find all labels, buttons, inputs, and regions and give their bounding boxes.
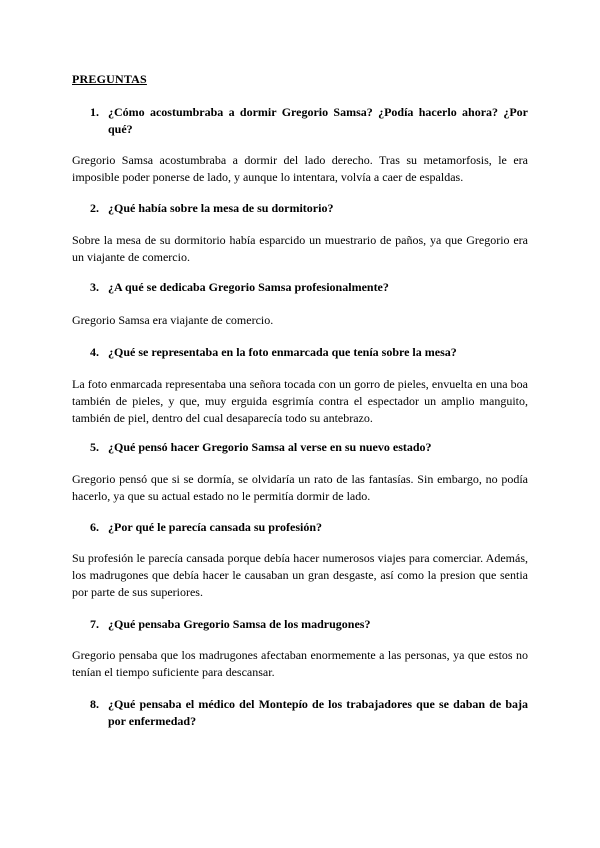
question-number: 3. — [90, 280, 99, 294]
question-2 — [90, 200, 528, 217]
question-text: ¿Cómo acostumbraba a dormir Gregorio Samsa? ¿Podía hacerlo ahora? ¿Por qué? — [108, 105, 528, 136]
answer-6: Su profesión le parecía cansada porque debía hacer numerosos viajes para comerciar. Además, los madrugones que debía hacer le causaban un gran desgaste, así como la presion que sentia por parte de sus superiores. — [72, 551, 528, 599]
answer-3: Gregorio Samsa era viajante de comercio. — [72, 313, 274, 327]
question-8 — [90, 696, 528, 730]
question-7 — [90, 616, 528, 633]
question-number: 4. — [90, 345, 99, 359]
question-3 — [90, 279, 528, 296]
question-6 — [90, 519, 528, 536]
question-number: 8. — [90, 697, 99, 711]
answer-2: Sobre la mesa de su dormitorio había esparcido un muestrario de paños, ya que Gregorio era un viajante de comercio. — [72, 233, 528, 264]
question-number: 1. — [90, 105, 99, 119]
question-4 — [90, 344, 528, 361]
question-number: 2. — [90, 201, 99, 215]
answer-7: Gregorio pensaba que los madrugones afectaban enormemente a las personas, ya que estos no tenían el tiempo suficiente para descansar. — [72, 648, 528, 679]
question-text: ¿A qué se dedicaba Gregorio Samsa profesionalmente? — [108, 280, 389, 294]
question-1 — [90, 104, 528, 138]
question-text: ¿Qué se representaba en la foto enmarcada que tenía sobre la mesa? — [108, 345, 457, 359]
question-text: ¿Qué pensaba Gregorio Samsa de los madrugones? — [108, 617, 371, 631]
answer-5: Gregorio pensó que si se dormía, se olvidaría un rato de las fantasías. Sin embargo, no podía hacerlo, ya que su actual estado no le permitía dormir de lado. — [72, 472, 528, 503]
question-5 — [90, 439, 528, 456]
question-number: 6. — [90, 520, 99, 534]
question-text: ¿Por qué le parecía cansada su profesión? — [108, 520, 323, 534]
section-heading: PREGUNTAS — [72, 72, 147, 86]
question-text: ¿Qué había sobre la mesa de su dormitorio? — [108, 201, 334, 215]
answer-1: Gregorio Samsa acostumbraba a dormir del lado derecho. Tras su metamorfosis, le era imposible poder ponerse de lado, y aunque lo intentara, volvía a caer de espaldas. — [72, 153, 528, 184]
question-number: 5. — [90, 440, 99, 454]
question-number: 7. — [90, 617, 99, 631]
question-text: ¿Qué pensó hacer Gregorio Samsa al verse en su nuevo estado? — [108, 440, 432, 454]
question-text: ¿Qué pensaba el médico del Montepío de los trabajadores que se daban de baja por enfermedad? — [108, 697, 528, 728]
answer-4: La foto enmarcada representaba una señora tocada con un gorro de pieles, envuelta en una boa también de pieles, y que, muy erguida esgrimía contra el espectador un amplio manguito, también de piel, dentro del cual desaparecía todo su antebrazo. — [72, 377, 528, 425]
